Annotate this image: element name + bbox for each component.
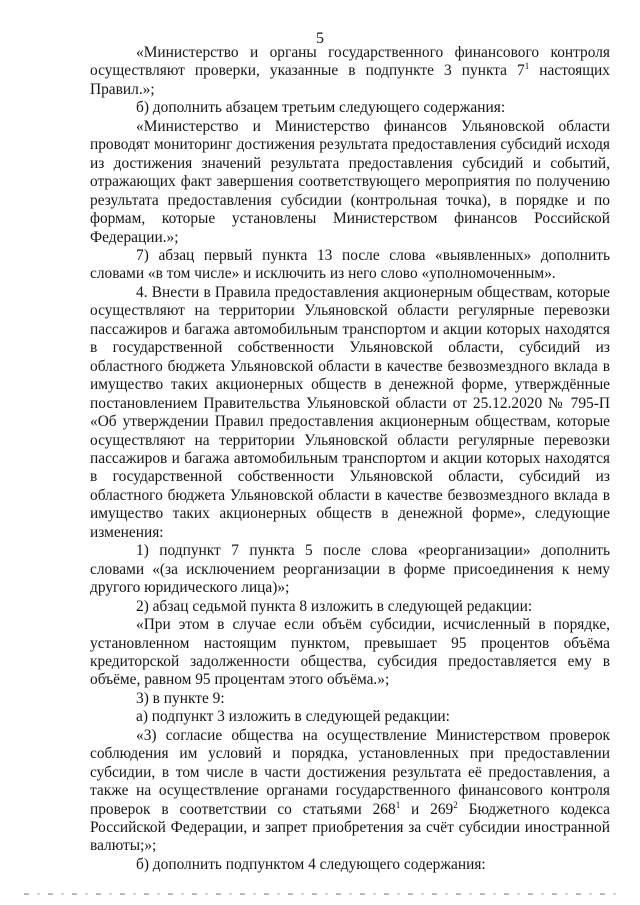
paragraph-1: «Министерство и органы государственного финансового контроля осуществляют проверки, указанные в подпункте 3 пункта $7^1$ настоящих Правил.»; xyxy=(90,44,610,98)
paragraph-2: б) дополнить абзацем третьим следующего содержания: xyxy=(136,99,506,117)
paragraph-12: б) дополнить подпунктом 4 следующего содержания: xyxy=(136,855,486,873)
paragraph-6: 1) подпункт 7 пункта 5 после слова «реорганизации» дополнить словами «(за исключением реорганизации в форме присоединения к нему другого юридического лица)»; xyxy=(90,542,610,597)
page-number: 5 xyxy=(316,30,324,47)
paragraph-3: «Министерство и Министерство финансов Ульяновской области проводят мониторинг достижения результата предоставления субсидий исходя из достижения значений результата предоставления субсидий и событий, отражающих факт завершения соответствующего мероприятия по получению результата предоставления субсидии (контрольная точка), в порядке и по формам, которые установлены Министерством финансов Российской Федерации.»; xyxy=(90,117,610,246)
paragraph-4: 7) абзац первый пункта 13 после слова «выявленных» дополнить словами «в том числе» и исключить из него слово «уполномоченным». xyxy=(90,246,610,283)
paragraph-10: а) подпункт 3 изложить в следующей редакции: xyxy=(136,708,450,726)
superscript-3: 2 xyxy=(453,799,458,810)
paragraph-7: 2) абзац седьмой пункта 8 изложить в следующей редакции: xyxy=(136,597,533,615)
superscript-1: 1 xyxy=(524,61,530,72)
paragraph-8: «При этом в случае если объём субсидии, исчисленный в порядке, установленном настоящим пунктом, превышает 95 процентов объёма кредиторской задолженности общества, субсидия предоставляется ему в объёме, равном 95 процентам этого объёма.»; xyxy=(90,616,610,689)
paragraph-5: 4. Внести в Правила предоставления акционерным обществам, которые осуществляют на территории Ульяновской области регулярные перевозки пассажиров и багажа автомобильным транспортом и акции которых находятся в государственной собственности Ульяновской области, субсидий из областного бюджета Ульяновской области в качестве безвозмездного вклада в имущество таких акционерных обществ в денежной форме, утверждённые постановлением Правительства Ульяновской области от 25.12.2020 № 795-П «Об утверждении Правил предоставления акционерным обществам, которые осуществляют на территории Ульяновской области регулярные перевозки пассажиров и багажа автомобильным транспортом и акции которых находятся в государственной собственности Ульяновской области, субсидий из областного бюджета Ульяновской области в качестве безвозмездного вклада в имущество таких акционерных обществ в денежной форме», следующие изменения: xyxy=(90,283,610,541)
superscript-2: 1 xyxy=(395,799,401,810)
scan-edge-artifact xyxy=(24,893,624,895)
paragraph-11: «3) согласие общества на осуществление Министерством проверок соблюдения им условий и порядка, установленных при предоставлении субсидии, в том числе в части достижения результата её предоставления, а также на осуществление органами государственного финансового контроля проверок в соответствии со статьями $268^1$ и $269^2$ Бюджетного кодекса Российской Федерации, и запрет приобретения за счёт субсидии иностранной валюты;»; xyxy=(90,726,610,855)
paragraph-9: 3) в пункте 9: xyxy=(136,689,225,707)
document-body xyxy=(90,44,610,874)
